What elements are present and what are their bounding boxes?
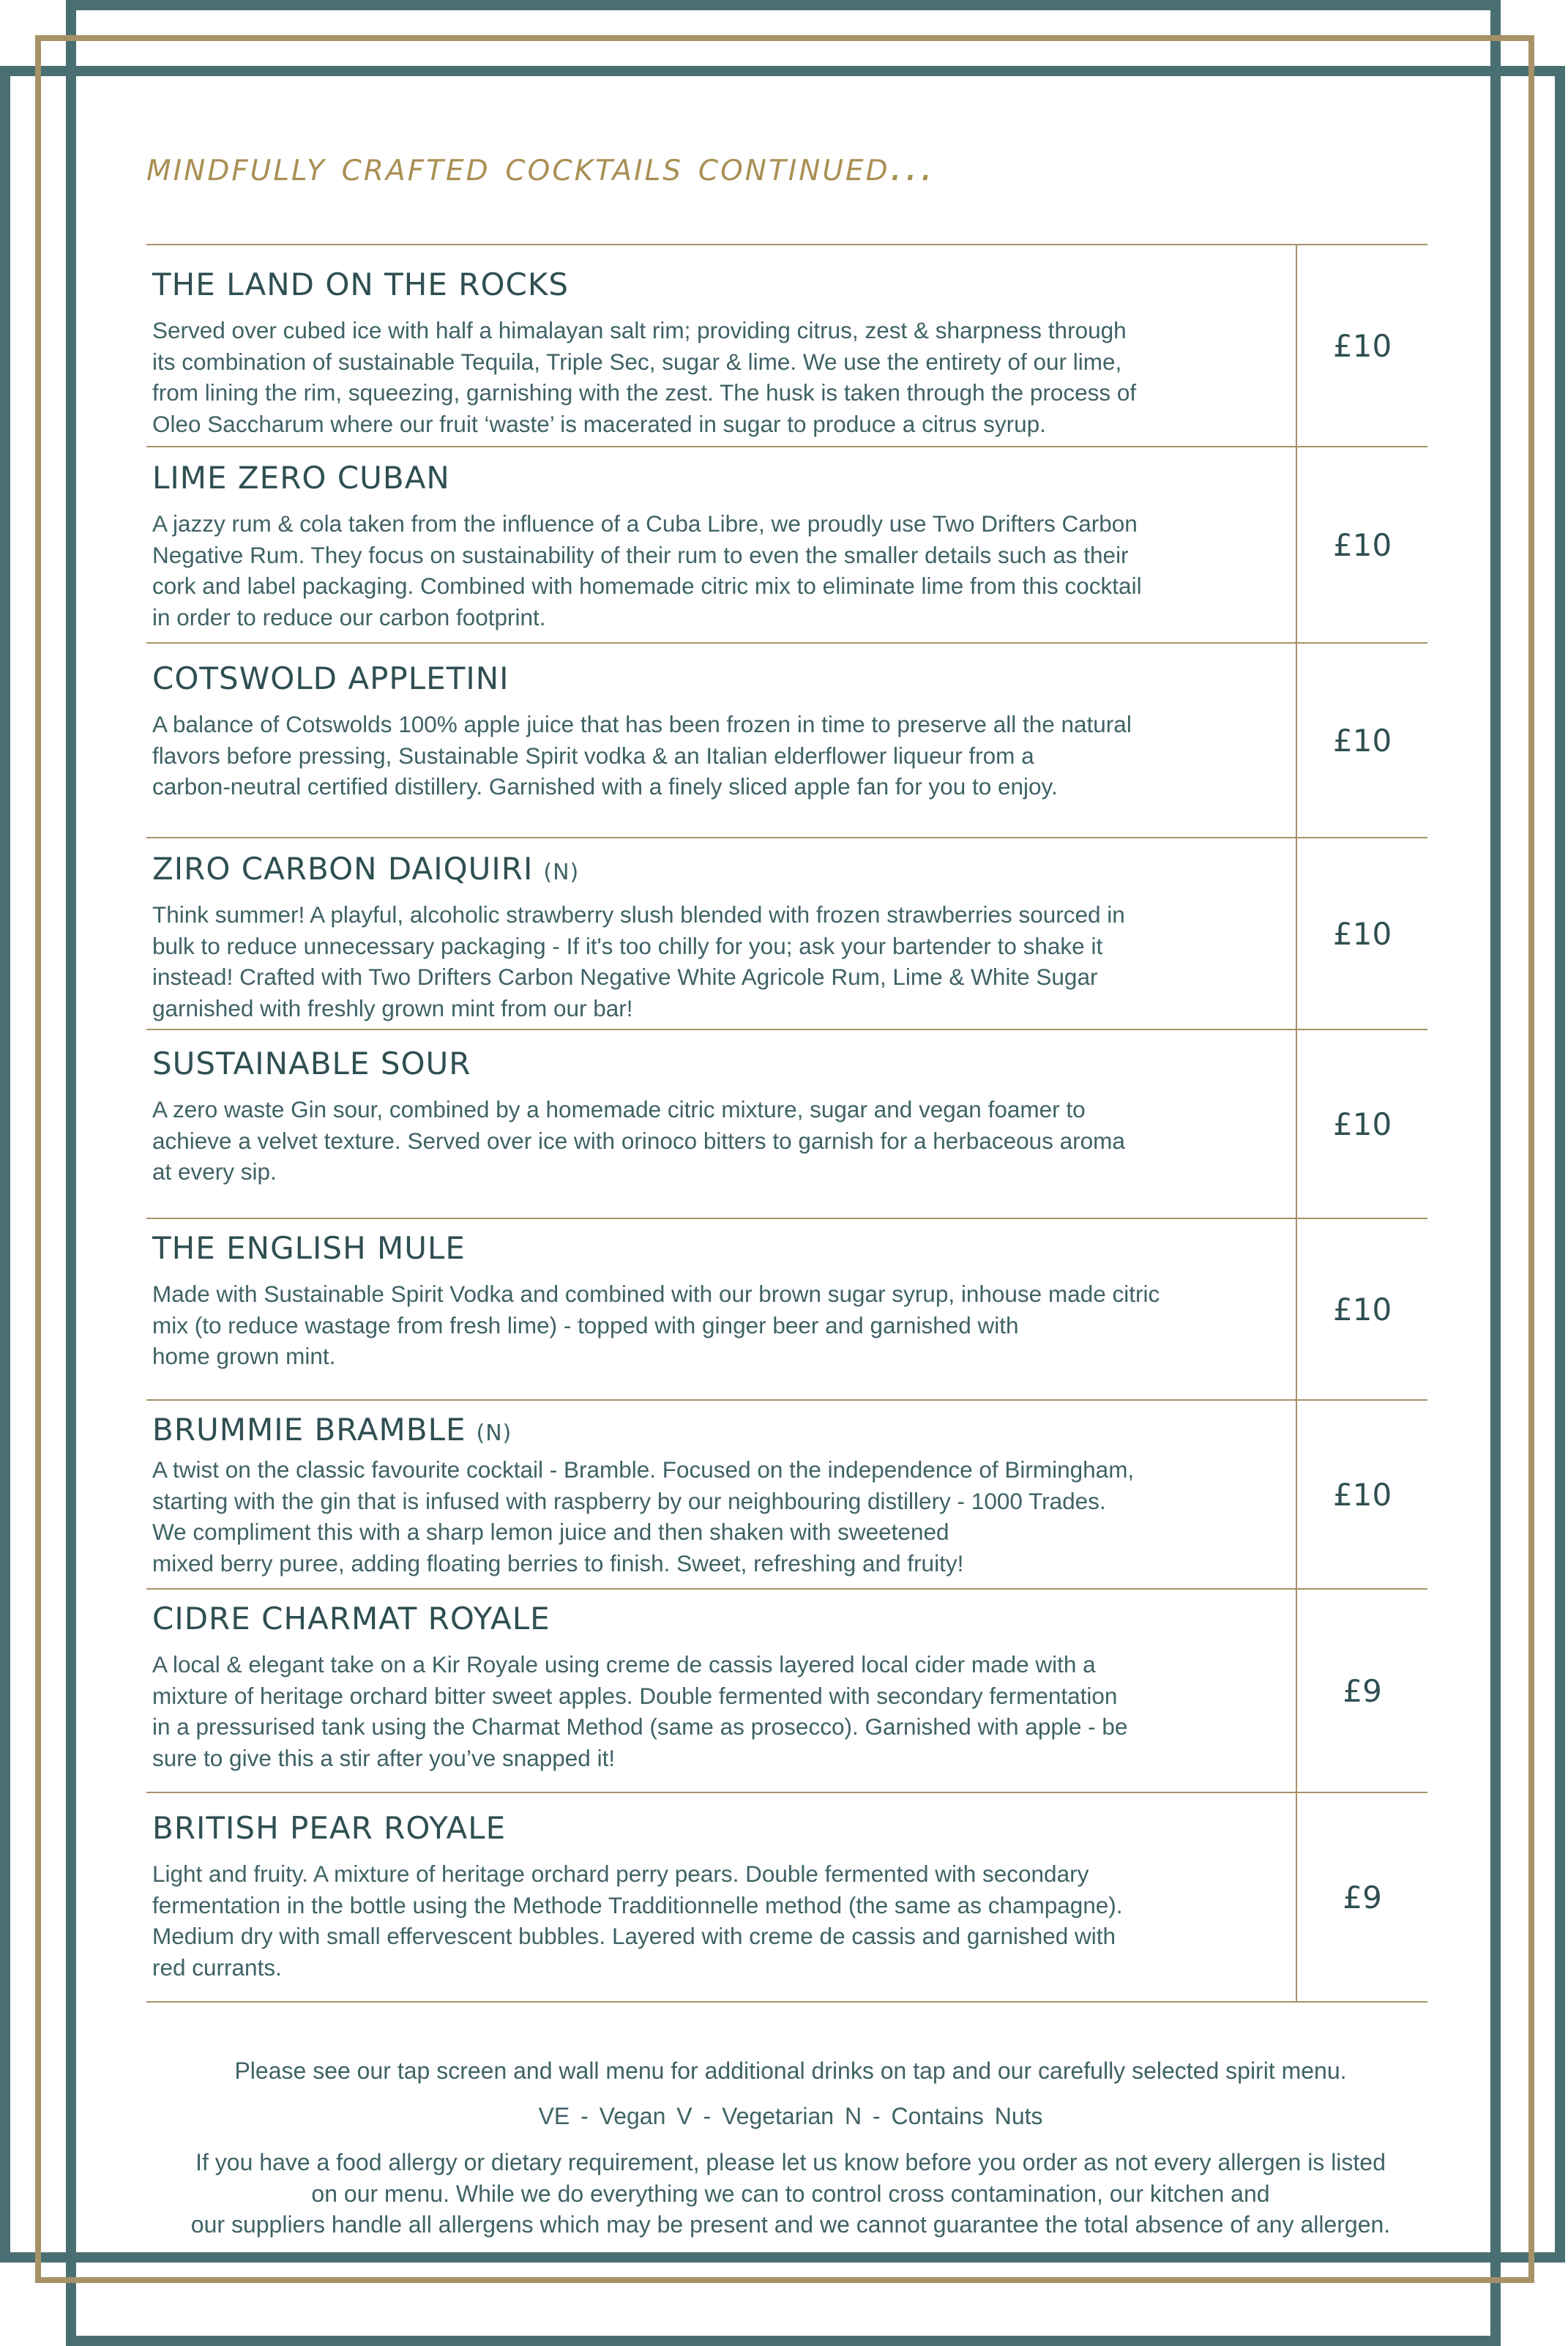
price-cell bbox=[1296, 1219, 1427, 1399]
item-body bbox=[146, 1219, 1296, 1399]
item-price: £10 bbox=[1333, 1476, 1392, 1513]
page-title: mindfully crafted cocktails continued... bbox=[146, 143, 936, 190]
dietary-key: VE - Vegan V - Vegetarian N - Contains Nuts bbox=[538, 2103, 1043, 2129]
menu-item bbox=[146, 1219, 1427, 1401]
item-body bbox=[146, 838, 1296, 1029]
footer-note: Please see our tap screen and wall menu for additional drinks on tap and our carefully selected spirit menu. bbox=[234, 2058, 1347, 2084]
item-description: A twist on the classic favourite cocktail - Bramble. Focused on the independence of Birmingham, starting with the gin that is infused with raspberry by our neighbouring distillery - 1000 Trades. We compliment this with a sharp lemon juice and then shaken with sweetened mixed berry puree, adding floating berries to finish. Sweet, refreshing and fruity! bbox=[152, 1456, 1135, 1576]
item-body bbox=[146, 1590, 1296, 1792]
item-price: £10 bbox=[1333, 526, 1392, 563]
item-description: A jazzy rum & cola taken from the influence of a Cuba Libre, we proudly use Two Drifters Carbon Negative Rum. They focus on sustainability of their rum to even the smaller details such as their cork and label packaging. Combined with homemade citric mix to eliminate lime from this cocktail in order to reduce our carbon footprint. bbox=[152, 510, 1142, 630]
item-name: THE ENGLISH MULE bbox=[152, 1230, 466, 1266]
menu-item bbox=[146, 644, 1427, 838]
item-body bbox=[146, 644, 1296, 837]
item-price: £10 bbox=[1333, 915, 1392, 952]
item-description: A local & elegant take on a Kir Royale using creme de cassis layered local cider made with a mixture of heritage orchard bitter sweet apples. Double fermented with secondary fermentation in a pressurised tank using the Charmat Method (same as prosecco). Garnished with apple - be sure to give this a stir after you’ve snapped it! bbox=[152, 1651, 1128, 1771]
item-price: £10 bbox=[1333, 1106, 1392, 1142]
item-description: Made with Sustainable Spirit Vodka and combined with our brown sugar syrup, inhouse made citric mix (to reduce wastage from fresh lime) - topped with ginger beer and garnished with home grown mint. bbox=[152, 1281, 1160, 1369]
price-cell bbox=[1296, 1030, 1427, 1218]
item-name: CIDRE CHARMAT ROYALE bbox=[152, 1601, 550, 1636]
menu-item bbox=[146, 1030, 1427, 1219]
item-description: Light and fruity. A mixture of heritage orchard perry pears. Double fermented with secondary fermentation in the bottle using the Methode Tradditionnelle method (the same as champagne). Medium dry with small effervescent bubbles. Layered with creme de cassis and garnished with red currants. bbox=[152, 1861, 1123, 1981]
menu-item bbox=[146, 447, 1427, 644]
price-cell bbox=[1296, 245, 1427, 446]
item-name: BRUMMIE BRAMBLE (N) bbox=[152, 1412, 512, 1448]
item-name: SUSTAINABLE SOUR bbox=[152, 1046, 471, 1081]
allergy-notice: If you have a food allergy or dietary requirement, please let us know before you order as not every allergen is listed on our menu. While we do everything we can to control cross contamination, our kitchen and our suppliers handle all allergens which may be present and we cannot guarantee the total absence of any allergen. bbox=[190, 2149, 1391, 2238]
price-cell bbox=[1296, 644, 1427, 837]
item-description: A zero waste Gin sour, combined by a homemade citric mixture, sugar and vegan foamer to achieve a velvet texture. Served over ice with orinoco bitters to garnish for a herbaceous aroma at every sip. bbox=[152, 1096, 1125, 1185]
item-description: Think summer! A playful, alcoholic strawberry slush blended with frozen strawberries sourced in bulk to reduce unnecessary packaging - If it's too chilly for you; ask your bartender to shake it instead! Crafted with Two Drifters Carbon Negative White Agricole Rum, Lime & White Sugar garnished with freshly grown mint from our bar! bbox=[152, 901, 1125, 1021]
price-cell bbox=[1296, 1590, 1427, 1792]
item-name: COTSWOLD APPLETINI bbox=[152, 660, 509, 696]
price-cell bbox=[1296, 838, 1427, 1029]
item-description: A balance of Cotswolds 100% apple juice that has been frozen in time to preserve all the natural flavors before pressing, Sustainable Spirit vodka & an Italian elderflower liqueur from a carbon-neutral certified distillery. Garnished with a finely sliced apple fan for you to enjoy. bbox=[152, 711, 1132, 800]
item-body bbox=[146, 1401, 1296, 1588]
item-price: £9 bbox=[1343, 1879, 1382, 1915]
item-body bbox=[146, 1793, 1296, 2001]
item-body bbox=[146, 245, 1296, 446]
item-name: LIME ZERO CUBAN bbox=[152, 460, 450, 496]
item-body bbox=[146, 1030, 1296, 1218]
price-cell bbox=[1296, 447, 1427, 642]
menu-item bbox=[146, 838, 1427, 1030]
item-description: Served over cubed ice with half a himalayan salt rim; providing citrus, zest & sharpness through its combination of sustainable Tequila, Triple Sec, sugar & lime. We use the entirety of our lime, from lining the rim, squeezing, garnishing with the zest. The husk is taken through the process of Oleo Saccharum where our fruit ‘waste’ is macerated in sugar to produce a citrus syrup. bbox=[152, 317, 1137, 437]
menu-item bbox=[146, 1590, 1427, 1793]
item-name: ZIRO CARBON DAIQUIRI (N) bbox=[152, 851, 580, 887]
item-tag: (N) bbox=[476, 1420, 512, 1446]
item-name: BRITISH PEAR ROYALE bbox=[152, 1810, 507, 1846]
item-price: £9 bbox=[1343, 1672, 1382, 1709]
price-cell bbox=[1296, 1793, 1427, 2001]
item-price: £10 bbox=[1333, 722, 1392, 759]
menu-item bbox=[146, 245, 1427, 447]
item-body bbox=[146, 447, 1296, 642]
item-tag: (N) bbox=[543, 860, 580, 885]
item-price: £10 bbox=[1333, 327, 1392, 364]
cocktail-list bbox=[146, 244, 1427, 2003]
item-name: THE LAND ON THE ROCKS bbox=[152, 267, 570, 302]
menu-item bbox=[146, 1793, 1427, 2003]
price-cell bbox=[1296, 1401, 1427, 1588]
item-price: £10 bbox=[1333, 1291, 1392, 1327]
menu-item bbox=[146, 1401, 1427, 1590]
